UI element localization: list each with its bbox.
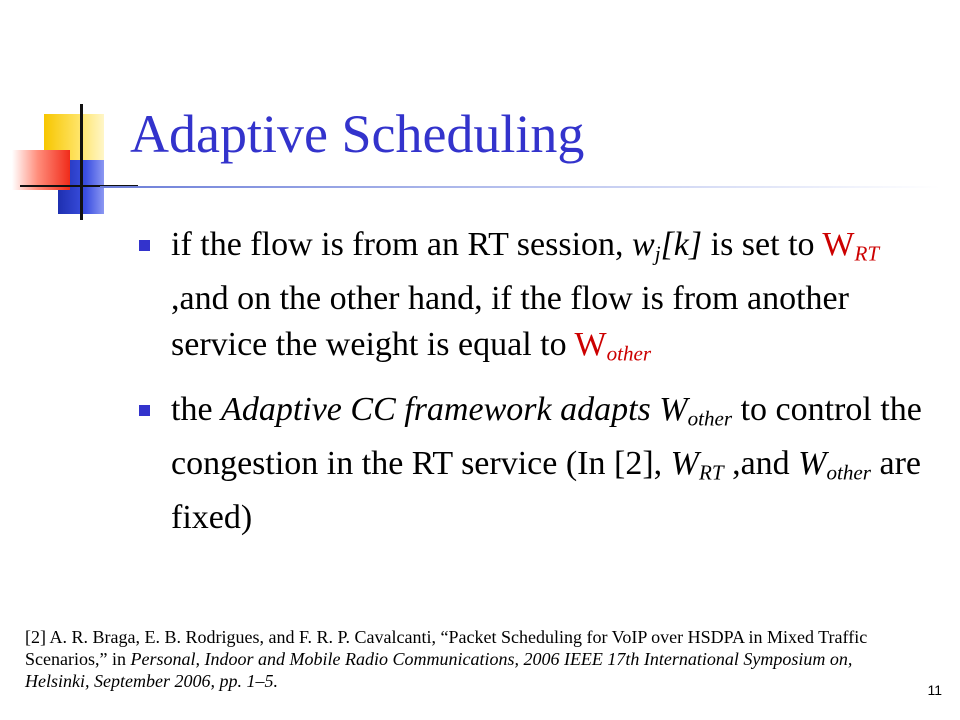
reference-citation: [2] A. R. Braga, E. B. Rodrigues, and F. R. P. Cavalcanti, “Packet Scheduling for VoIP over HSDPA in Mixed Traffic Scenarios,” in Personal, Indoor and Mobile Radio Communications, 2006 IEEE 17th International Symposium on, Helsinki, September 2006, pp. 1–5. (25, 627, 868, 691)
bullet-list (130, 222, 930, 551)
logo-vertical-line (80, 104, 83, 220)
logo-red-square (12, 150, 70, 190)
bullet-item-rt-weight: if the flow is from an RT session, $w_j[k]$ is set to $W_{RT}$ ,and on the other hand, if the flow is from another service the weight is equal to $W_{other}$ (130, 222, 930, 377)
page-number: 11 (927, 682, 942, 698)
bullet-marker (139, 405, 150, 416)
slide-title: Adaptive Scheduling (130, 104, 585, 164)
title-underline (100, 186, 940, 188)
bullet-marker (139, 240, 150, 251)
corner-logo (0, 0, 140, 230)
bullet-item-adaptive-cc: the Adaptive CC framework adapts $W_{other}$ to control the congestion in the RT service (In [2], $W_{RT}$ ,and $W_{other}$ are fixed) (130, 387, 930, 542)
